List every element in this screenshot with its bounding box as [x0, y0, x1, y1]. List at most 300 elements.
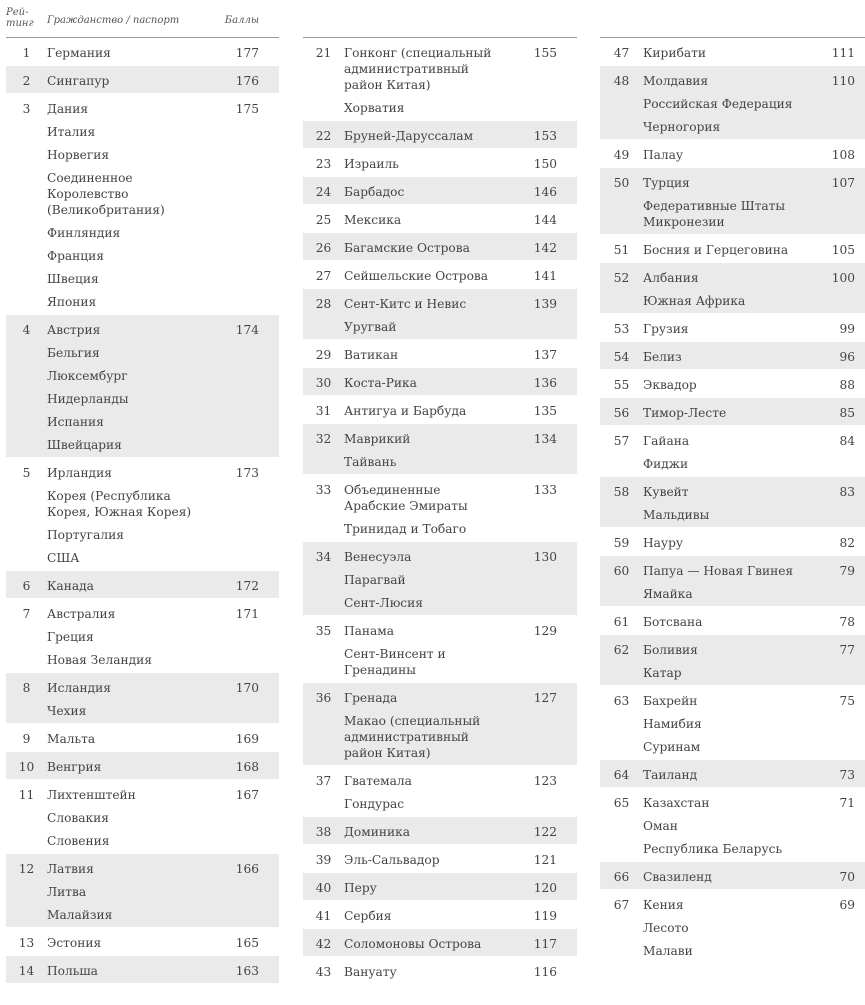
country-name: Германия — [47, 46, 111, 60]
country-name: Италия — [47, 125, 96, 139]
country-list — [344, 403, 497, 419]
score-cell: 121 — [533, 853, 557, 867]
country-list — [344, 549, 497, 611]
country-name: Малайзия — [47, 908, 113, 922]
table-row — [6, 315, 279, 457]
rank-cell: 24 — [315, 185, 332, 199]
country-name: Словакия — [47, 811, 109, 825]
country-name: Казахстан — [643, 796, 710, 810]
table-row — [600, 398, 865, 425]
table-row — [6, 752, 279, 779]
country-list — [344, 431, 497, 470]
rank-cell: 2 — [22, 74, 31, 88]
country-list — [344, 184, 497, 200]
country-list — [344, 936, 497, 952]
country-name: Парагвай — [344, 573, 406, 587]
rank-cell: 28 — [315, 297, 332, 311]
country-name: Эквадор — [643, 378, 697, 392]
score-cell: 85 — [839, 406, 855, 420]
rank-cell: 9 — [22, 732, 31, 746]
rank-cell: 11 — [18, 788, 35, 802]
rank-cell: 63 — [613, 694, 630, 708]
table-row — [600, 342, 865, 369]
score-cell: 116 — [533, 965, 557, 979]
country-list — [344, 880, 497, 896]
country-name: Соединенное Королевство (Великобритания) — [47, 171, 165, 217]
table-row — [600, 140, 865, 167]
country-name: Тринидад и Тобаго — [344, 522, 467, 536]
country-list — [344, 296, 497, 335]
country-name: Канада — [47, 579, 94, 593]
rank-cell: 40 — [315, 881, 332, 895]
country-name: Финляндия — [47, 226, 121, 240]
country-list — [643, 869, 807, 885]
country-name: Катар — [643, 666, 682, 680]
country-name: Оман — [643, 819, 678, 833]
table-row — [303, 396, 577, 423]
table-row — [303, 368, 577, 395]
rank-header-line-1: Рей- — [6, 7, 29, 18]
score-cell: 69 — [839, 898, 855, 912]
table-row — [303, 340, 577, 367]
rank-cell: 6 — [22, 579, 31, 593]
table-row — [6, 94, 279, 314]
country-name: Швейцария — [47, 438, 122, 452]
rank-cell: 54 — [613, 350, 630, 364]
country-name: Тайвань — [344, 455, 397, 469]
country-list — [344, 375, 497, 391]
table-row — [6, 458, 279, 570]
rank-cell: 27 — [315, 269, 332, 283]
rank-cell: 34 — [315, 550, 332, 564]
country-name: Эль-Сальвадор — [344, 853, 440, 867]
score-cell: 107 — [831, 176, 855, 190]
country-name: Мальта — [47, 732, 96, 746]
country-name: Антигуа и Барбуда — [344, 404, 467, 418]
country-list — [643, 614, 807, 630]
country-name: Мексика — [344, 213, 402, 227]
score-cell: 70 — [839, 870, 855, 884]
rank-header-line-2: тинг — [6, 18, 34, 29]
table-row — [303, 121, 577, 148]
country-name: Турция — [643, 176, 690, 190]
score-cell: 144 — [533, 213, 557, 227]
country-list — [643, 147, 807, 163]
country-name: Корея (Республика Корея, Южная Корея) — [47, 489, 192, 519]
rank-cell: 13 — [18, 936, 35, 950]
table-row — [600, 370, 865, 397]
country-list — [643, 897, 807, 959]
country-list — [643, 563, 807, 602]
table-row — [303, 289, 577, 339]
rows-column-2 — [303, 38, 577, 984]
score-cell: 169 — [235, 732, 259, 746]
country-name: Венесуэла — [344, 550, 412, 564]
country-list — [47, 578, 199, 594]
score-cell: 165 — [235, 936, 259, 950]
rank-cell: 42 — [315, 937, 332, 951]
score-cell: 168 — [235, 760, 259, 774]
country-list — [643, 242, 807, 258]
country-name: Тимор-Лесте — [643, 406, 727, 420]
country-list — [344, 268, 497, 284]
table-row — [6, 673, 279, 723]
country-list — [643, 484, 807, 523]
score-cell: 110 — [831, 74, 855, 88]
country-name: Гонконг (специальный административный район Китая) — [344, 46, 492, 92]
table-row — [6, 38, 279, 65]
table-row — [600, 788, 865, 861]
country-list — [643, 405, 807, 421]
rank-cell: 47 — [613, 46, 630, 60]
table-row — [303, 845, 577, 872]
rank-cell: 5 — [22, 466, 31, 480]
country-list — [47, 73, 199, 89]
country-name: Уругвай — [344, 320, 397, 334]
country-list — [643, 767, 807, 783]
table-row — [303, 817, 577, 844]
score-cell: 122 — [533, 825, 557, 839]
score-cell: 82 — [839, 536, 855, 550]
country-name: Гватемала — [344, 774, 412, 788]
rank-column-header — [6, 7, 32, 29]
rank-cell: 26 — [315, 241, 332, 255]
table-row — [600, 426, 865, 476]
score-cell: 173 — [235, 466, 259, 480]
rank-cell: 52 — [613, 271, 630, 285]
country-list — [344, 482, 497, 537]
country-name: Сингапур — [47, 74, 110, 88]
table-row — [600, 686, 865, 759]
rank-cell: 55 — [613, 378, 630, 392]
country-name: Новая Зеландия — [47, 653, 152, 667]
country-name: Кувейт — [643, 485, 689, 499]
table-row — [600, 760, 865, 787]
table-row — [303, 424, 577, 474]
country-name: Нидерланды — [47, 392, 129, 406]
table-row — [600, 890, 865, 963]
country-name: Перу — [344, 881, 377, 895]
country-name: Российская Федерация — [643, 97, 793, 111]
country-list — [643, 321, 807, 337]
table-row — [303, 38, 577, 120]
table-row — [6, 854, 279, 927]
country-list — [643, 642, 807, 681]
table-row — [6, 724, 279, 751]
table-row — [303, 957, 577, 984]
country-list — [47, 935, 199, 951]
country-list — [643, 535, 807, 551]
score-cell: 174 — [235, 323, 259, 337]
rank-cell: 43 — [315, 965, 332, 979]
table-column-1 — [6, 0, 279, 984]
country-name: Свазиленд — [643, 870, 712, 884]
country-name: Маврикий — [344, 432, 411, 446]
score-cell: 171 — [235, 607, 259, 621]
rank-cell: 36 — [315, 691, 332, 705]
table-row — [303, 205, 577, 232]
country-name: Боливия — [643, 643, 698, 657]
country-list — [344, 128, 497, 144]
country-name: Южная Африка — [643, 294, 746, 308]
country-name: Мальдивы — [643, 508, 710, 522]
country-name: Малави — [643, 944, 693, 958]
score-cell: 133 — [533, 483, 557, 497]
country-list — [643, 349, 807, 365]
score-cell: 108 — [831, 148, 855, 162]
table-row — [600, 528, 865, 555]
country-list — [643, 45, 807, 61]
rows-column-3 — [600, 38, 865, 963]
table-column-2 — [303, 37, 577, 985]
country-list — [643, 73, 807, 135]
score-cell: 134 — [533, 432, 557, 446]
table-row — [600, 477, 865, 527]
country-name: Папуа — Новая Гвинея — [643, 564, 794, 578]
rank-cell: 66 — [613, 870, 630, 884]
country-column-header: Гражданство / паспорт — [47, 15, 180, 26]
country-list — [344, 964, 497, 980]
rank-cell: 21 — [315, 46, 332, 60]
score-cell: 123 — [533, 774, 557, 788]
country-name: Науру — [643, 536, 684, 550]
country-name: Суринам — [643, 740, 701, 754]
rank-cell: 35 — [315, 624, 332, 638]
country-list — [344, 908, 497, 924]
country-name: Кения — [643, 898, 684, 912]
country-list — [344, 824, 497, 840]
rank-cell: 64 — [613, 768, 630, 782]
score-cell: 170 — [235, 681, 259, 695]
country-name: Португалия — [47, 528, 124, 542]
country-name: Хорватия — [344, 101, 405, 115]
rank-cell: 23 — [315, 157, 332, 171]
country-list — [344, 773, 497, 812]
country-list — [643, 795, 807, 857]
rank-cell: 61 — [613, 615, 630, 629]
country-name: Греция — [47, 630, 94, 644]
country-name: Албания — [643, 271, 699, 285]
country-name: Черногория — [643, 120, 721, 134]
country-name: Коста-Рика — [344, 376, 417, 390]
country-list — [47, 45, 199, 61]
score-cell: 111 — [831, 46, 855, 60]
country-list — [344, 623, 497, 678]
score-cell: 166 — [235, 862, 259, 876]
score-cell: 136 — [533, 376, 557, 390]
rank-cell: 49 — [613, 148, 630, 162]
country-list — [344, 852, 497, 868]
country-name: Фиджи — [643, 457, 689, 471]
score-cell: 139 — [533, 297, 557, 311]
rank-cell: 41 — [315, 909, 332, 923]
country-name: Норвегия — [47, 148, 110, 162]
country-name: Багамские Острова — [344, 241, 470, 255]
score-cell: 142 — [533, 241, 557, 255]
rows-column-1 — [6, 38, 279, 983]
rank-cell: 22 — [315, 129, 332, 143]
rank-cell: 29 — [315, 348, 332, 362]
country-list — [47, 731, 199, 747]
country-name: Ирландия — [47, 466, 112, 480]
country-name: Объединенные Арабские Эмираты — [344, 483, 468, 513]
table-row — [600, 314, 865, 341]
score-cell: 130 — [533, 550, 557, 564]
rank-cell: 3 — [22, 102, 31, 116]
table-row — [600, 862, 865, 889]
table-row — [303, 177, 577, 204]
score-cell: 99 — [839, 322, 855, 336]
country-name: Венгрия — [47, 760, 102, 774]
country-name: Дания — [47, 102, 89, 116]
rank-cell: 48 — [613, 74, 630, 88]
country-list — [47, 322, 199, 453]
table-header — [6, 0, 279, 38]
country-name: Исландия — [47, 681, 111, 695]
table-column-3 — [600, 37, 865, 964]
table-row — [600, 263, 865, 313]
country-name: Сент-Люсия — [344, 596, 423, 610]
rank-cell: 37 — [315, 774, 332, 788]
table-row — [600, 635, 865, 685]
country-name: Латвия — [47, 862, 94, 876]
rank-cell: 12 — [18, 862, 35, 876]
country-name: Ямайка — [643, 587, 693, 601]
country-name: Ботсвана — [643, 615, 703, 629]
table-row — [303, 542, 577, 615]
country-name: Люксембург — [47, 369, 128, 383]
country-name: Босния и Герцеговина — [643, 243, 789, 257]
score-cell: 177 — [235, 46, 259, 60]
score-cell: 137 — [533, 348, 557, 362]
country-list — [47, 465, 199, 566]
score-cell: 83 — [839, 485, 855, 499]
country-name: Барбадос — [344, 185, 405, 199]
rank-cell: 62 — [613, 643, 630, 657]
rank-cell: 56 — [613, 406, 630, 420]
country-name: Белиз — [643, 350, 682, 364]
country-name: Сент-Винсент и Гренадины — [344, 647, 446, 677]
country-name: Лесото — [643, 921, 689, 935]
score-column-header: Баллы — [224, 15, 259, 26]
rank-cell: 67 — [613, 898, 630, 912]
country-list — [643, 433, 807, 472]
score-cell: 71 — [839, 796, 855, 810]
country-name: Швеция — [47, 272, 99, 286]
rank-cell: 4 — [22, 323, 31, 337]
country-name: Бруней-Даруссалам — [344, 129, 474, 143]
table-row — [303, 929, 577, 956]
table-row — [303, 873, 577, 900]
country-name: Грузия — [643, 322, 689, 336]
country-list — [47, 101, 199, 310]
score-cell: 78 — [839, 615, 855, 629]
country-name: Австралия — [47, 607, 116, 621]
country-list — [344, 156, 497, 172]
score-cell: 100 — [831, 271, 855, 285]
score-cell: 153 — [533, 129, 557, 143]
score-cell: 120 — [533, 881, 557, 895]
country-name: Намибия — [643, 717, 702, 731]
country-name: Таиланд — [643, 768, 698, 782]
score-cell: 135 — [533, 404, 557, 418]
score-cell: 96 — [839, 350, 855, 364]
country-name: Япония — [47, 295, 97, 309]
rank-cell: 30 — [315, 376, 332, 390]
rank-cell: 50 — [613, 176, 630, 190]
country-name: Республика Беларусь — [643, 842, 783, 856]
rank-cell: 7 — [22, 607, 31, 621]
score-cell: 77 — [839, 643, 855, 657]
country-list — [344, 240, 497, 256]
country-name: Кирибати — [643, 46, 706, 60]
country-list — [643, 377, 807, 393]
country-name: Панама — [344, 624, 395, 638]
rank-cell: 14 — [18, 964, 35, 978]
rank-cell: 1 — [22, 46, 31, 60]
country-name: Гондурас — [344, 797, 405, 811]
country-list — [47, 606, 199, 668]
table-row — [6, 599, 279, 672]
country-list — [344, 212, 497, 228]
score-cell: 167 — [235, 788, 259, 802]
score-cell: 141 — [533, 269, 557, 283]
rank-cell: 51 — [613, 243, 630, 257]
score-cell: 105 — [831, 243, 855, 257]
score-cell: 75 — [839, 694, 855, 708]
score-cell: 73 — [839, 768, 855, 782]
country-list — [643, 270, 807, 309]
country-name: Лихтенштейн — [47, 788, 136, 802]
country-list — [47, 861, 199, 923]
rank-cell: 57 — [613, 434, 630, 448]
country-list — [344, 347, 497, 363]
table-row — [303, 766, 577, 816]
rank-cell: 33 — [315, 483, 332, 497]
country-name: Польша — [47, 964, 98, 978]
score-cell: 146 — [533, 185, 557, 199]
score-cell: 88 — [839, 378, 855, 392]
rank-cell: 60 — [613, 564, 630, 578]
score-cell: 117 — [533, 937, 557, 951]
country-name: Словения — [47, 834, 110, 848]
country-name: Соломоновы Острова — [344, 937, 482, 951]
score-cell: 84 — [839, 434, 855, 448]
country-list — [344, 45, 497, 116]
score-cell: 155 — [533, 46, 557, 60]
country-list — [47, 963, 199, 979]
country-name: Сент-Китс и Невис — [344, 297, 467, 311]
country-name: Франция — [47, 249, 104, 263]
country-list — [47, 787, 199, 849]
table-row — [303, 901, 577, 928]
table-row — [6, 780, 279, 853]
country-name: Ватикан — [344, 348, 399, 362]
table-row — [600, 607, 865, 634]
table-row — [303, 261, 577, 288]
score-cell: 175 — [235, 102, 259, 116]
score-cell: 79 — [839, 564, 855, 578]
table-row — [6, 956, 279, 983]
country-list — [47, 680, 199, 719]
country-list — [344, 690, 497, 761]
country-name: Бельгия — [47, 346, 100, 360]
country-name: Израиль — [344, 157, 399, 171]
rank-cell: 32 — [315, 432, 332, 446]
table-row — [600, 66, 865, 139]
country-name: Доминика — [344, 825, 410, 839]
score-cell: 163 — [235, 964, 259, 978]
